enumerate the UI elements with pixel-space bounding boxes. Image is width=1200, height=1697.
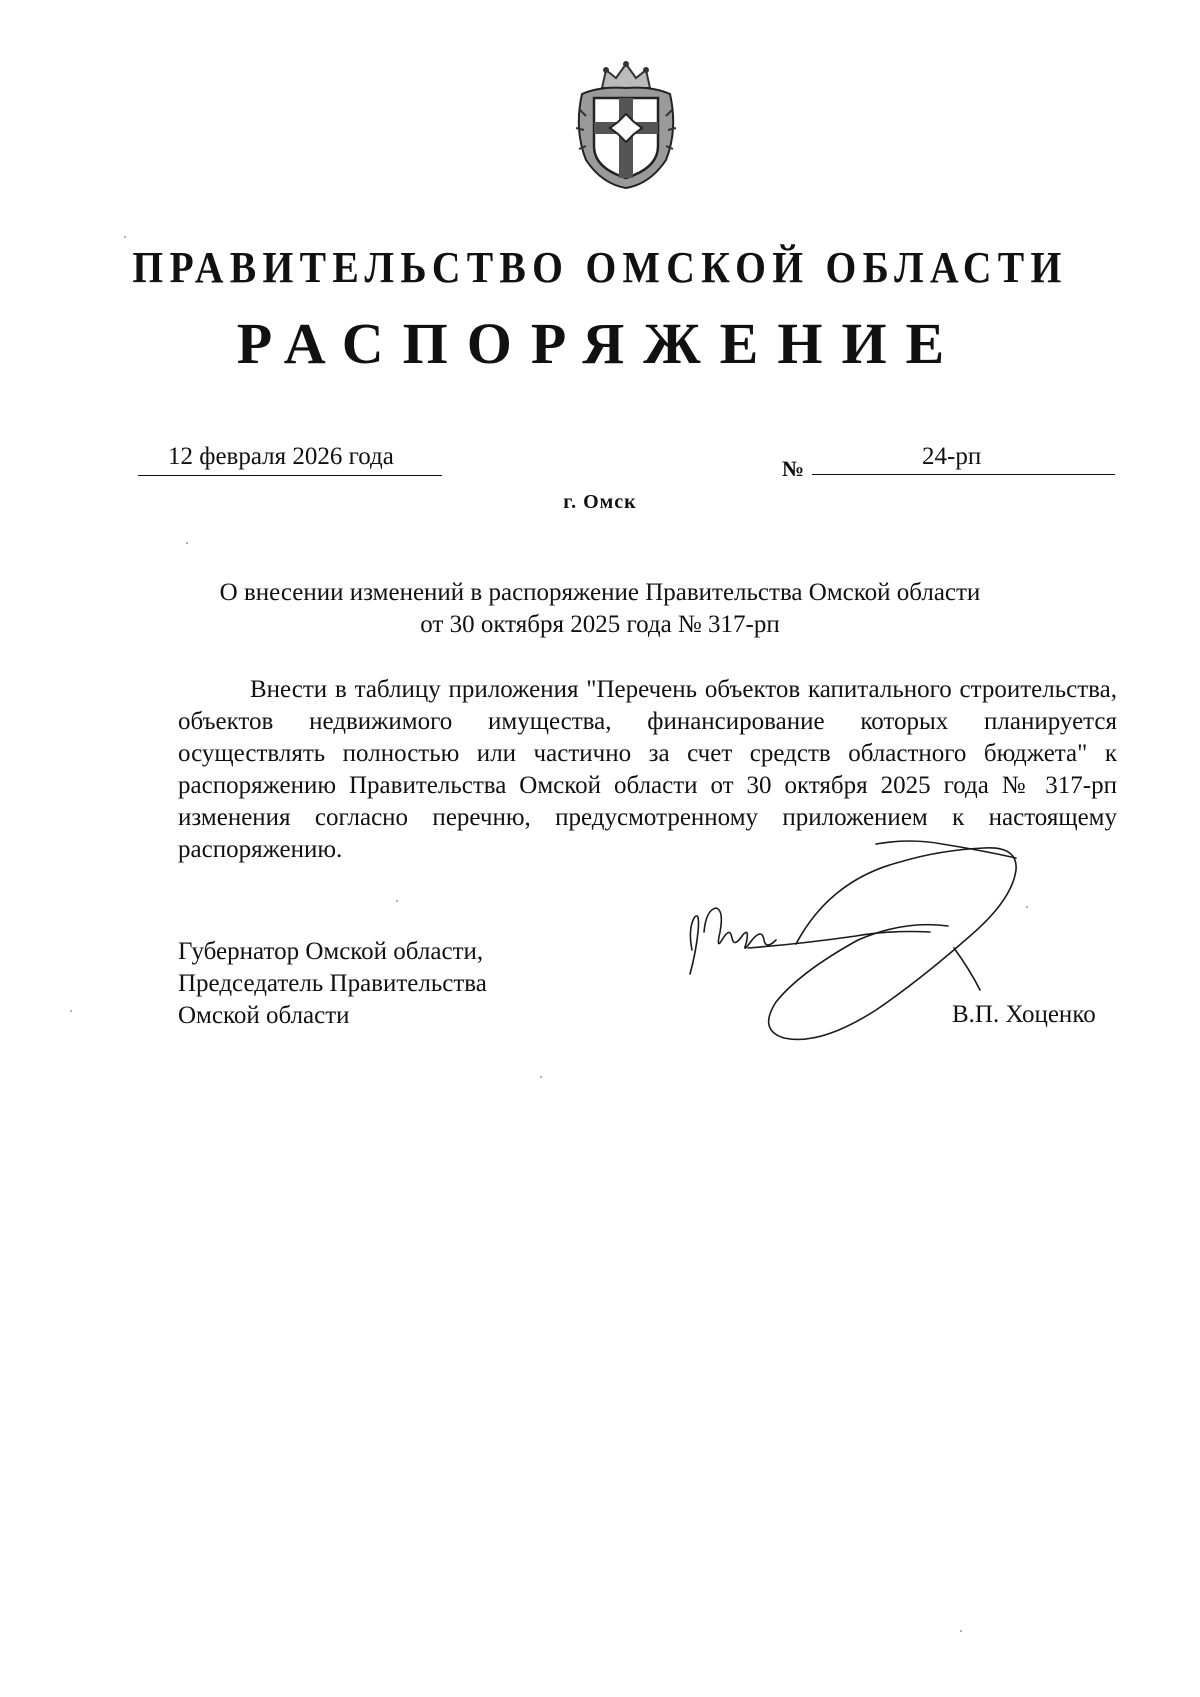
organization-title: ПРАВИТЕЛЬСТВО ОМСКОЙ ОБЛАСТИ [132, 243, 1068, 292]
scan-speck [960, 1630, 962, 1632]
city: г. Омск [563, 491, 637, 513]
subject-line: О внесении изменений в распоряжение Правительства Омской области [219, 579, 981, 606]
signer-position-line: Губернатор Омской области, [178, 938, 484, 965]
scan-speck [540, 1076, 542, 1078]
scan-speck [124, 236, 126, 238]
document-number: 24-рп [922, 443, 982, 470]
date-underline [138, 475, 442, 476]
signer-position-line: Омской области [178, 1002, 350, 1029]
document-type-title: РАСПОРЯЖЕНИЕ [236, 311, 964, 376]
subject-line: от 30 октября 2025 года № 317-рп [420, 611, 780, 638]
signer-name: В.П. Хоценко [952, 1001, 1096, 1028]
document-date: 12 февраля 2026 года [168, 443, 394, 470]
number-underline [812, 474, 1115, 475]
signer-position [178, 936, 487, 1032]
document-subject [150, 577, 1050, 641]
scan-speck [396, 900, 398, 902]
scan-speck [1026, 906, 1028, 908]
scan-speck [186, 542, 188, 544]
body-paragraph: Внести в таблицу приложения "Перечень объектов капитального строительства, объектов недвижимого имущества, финансирование которых планируется осуществлять полностью или частично за счет средств областного бюджета" к распоряжению Правительства Омской области от 30 октября 2025 года № 317-рп изменения согласно перечню, предусмотренному приложением к настоящему распоряжению. [178, 676, 1117, 863]
number-sign: № [782, 456, 805, 481]
coat-of-arms-icon [572, 60, 680, 190]
scan-speck [70, 1010, 72, 1012]
handwritten-signature-icon [680, 840, 1120, 1070]
signer-position-line: Председатель Правительства [178, 970, 487, 997]
